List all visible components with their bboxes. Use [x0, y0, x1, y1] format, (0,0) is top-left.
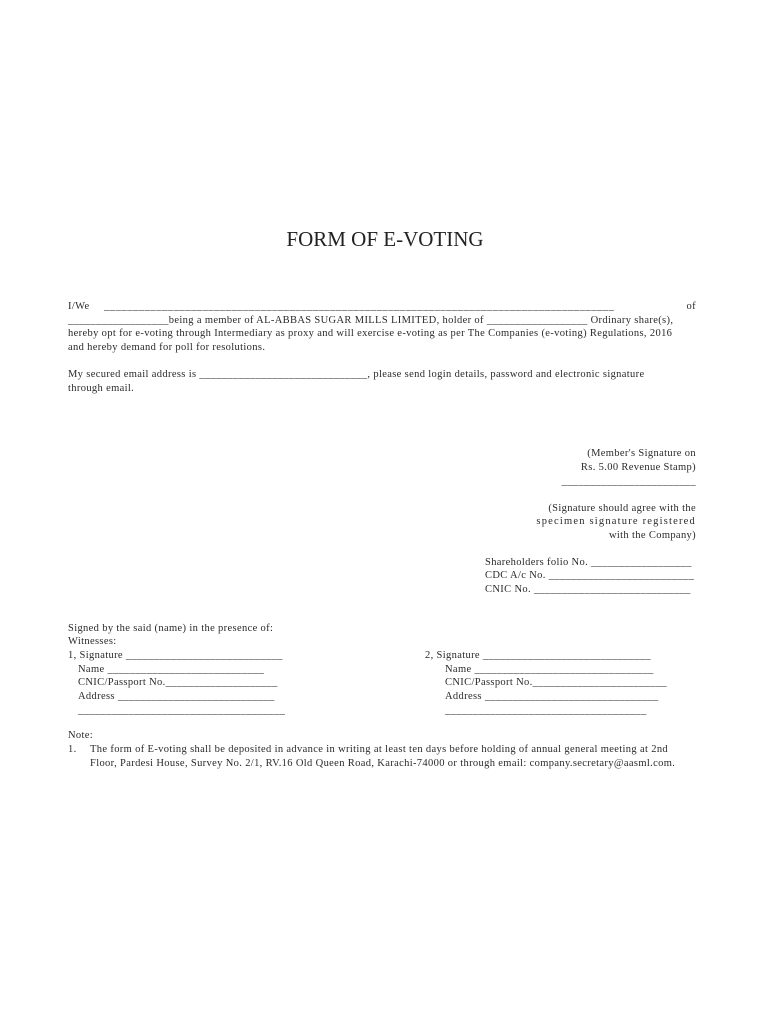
signature-note-2: specimen signature registered: [536, 516, 696, 527]
member-signature-label-1: (Member's Signature on: [587, 448, 696, 459]
signed-presence: Signed by the said (name) in the presence of:: [68, 623, 274, 634]
witness-1-address: Address ____________________________: [78, 691, 275, 702]
witness-1-cnic: CNIC/Passport No.____________________: [78, 677, 278, 688]
email-line-2: through email.: [68, 383, 135, 394]
note-line-2: Floor, Pardesi House, Survey No. 2/1, RV.16 Old Queen Road, Karachi-74000 or through email: company.secretary@aasml.com.: [90, 758, 676, 769]
intro-iwe: I/We: [68, 301, 90, 312]
note-line-1: The form of E-voting shall be deposited in advance in writing at least ten days before holding of annual general meeting at 2nd: [90, 744, 669, 755]
member-signature-label-2: Rs. 5.00 Revenue Stamp): [580, 462, 696, 473]
intro-of: of: [686, 301, 696, 312]
witnesses-label: Witnesses:: [68, 636, 117, 647]
signature-note-1: (Signature should agree with the: [548, 503, 696, 514]
intro-line-4: and hereby demand for poll for resolutions.: [68, 342, 266, 353]
email-line-1: My secured email address is ______________________________, please send login details, password and electronic signature: [68, 369, 645, 380]
intro-name-blank: ________________________________________________________________________________________: [104, 301, 615, 312]
witness-2-cnic: CNIC/Passport No.________________________: [445, 677, 668, 688]
witness-2-signature: 2, Signature ______________________________: [425, 650, 651, 661]
witness-2-name: Name ________________________________: [445, 664, 654, 675]
cnic-field: CNIC No. ____________________________: [485, 584, 691, 595]
note-number: 1.: [68, 744, 77, 755]
note-label: Note:: [68, 730, 94, 741]
intro-line-3: hereby opt for e-voting through Intermediary as proxy and will exercise e-voting as per The Companies (e-voting) Regulations, 2016: [68, 328, 673, 339]
witness-1-signature: 1, Signature ____________________________: [68, 650, 283, 661]
witness-1-name: Name ____________________________: [78, 664, 265, 675]
witness-1-address-line: _____________________________________: [78, 705, 286, 716]
page-title: FORM OF E-VOTING: [286, 227, 484, 251]
folio-number-field: Shareholders folio No. __________________: [485, 557, 692, 568]
witness-2-address: Address _______________________________: [445, 691, 659, 702]
member-signature-line: ________________________: [561, 476, 696, 487]
signature-note-3: with the Company): [608, 530, 696, 541]
cdc-account-field: CDC A/c No. __________________________: [485, 570, 695, 581]
witness-2-address-line: ____________________________________: [445, 705, 647, 716]
intro-line-2: __________________being a member of AL-ABBAS SUGAR MILLS LIMITED, holder of __________________ Ordinary share(s),: [68, 315, 674, 326]
